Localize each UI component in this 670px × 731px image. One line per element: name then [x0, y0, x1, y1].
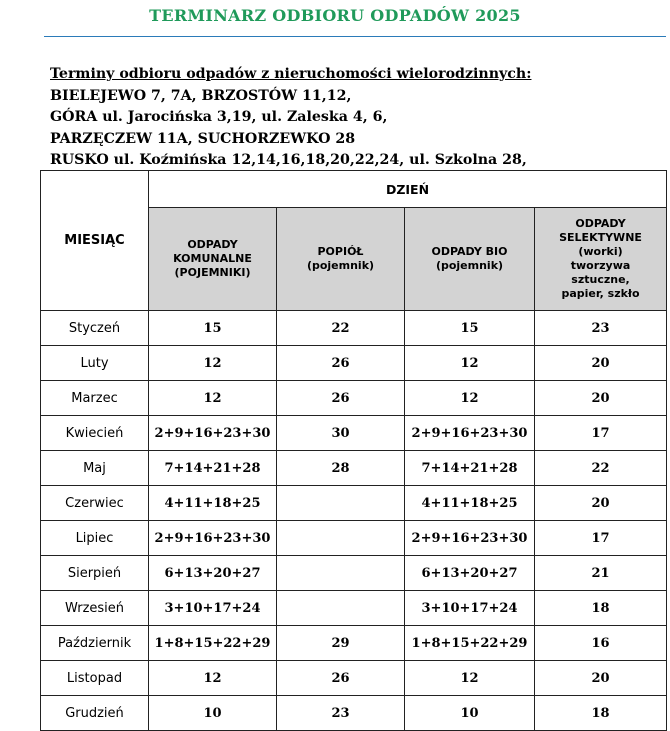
intro-block [50, 64, 665, 172]
column-header-line: tworzywa [570, 259, 631, 272]
selektywne-cell: 23 [535, 311, 667, 346]
popiol-cell: 30 [277, 416, 405, 451]
selektywne-cell: 20 [535, 381, 667, 416]
bio-cell: 10 [405, 696, 535, 731]
komunalne-cell: 10 [149, 696, 277, 731]
intro-line: BIELEJEWO 7, 7A, BRZOSTÓW 11,12, [50, 87, 352, 104]
table-row [41, 696, 667, 731]
komunalne-cell: 3+10+17+24 [149, 591, 277, 626]
month-cell: Listopad [41, 661, 149, 696]
column-header-line: (POJEMNIKI) [174, 266, 251, 279]
selektywne-cell: 22 [535, 451, 667, 486]
schedule-body [41, 311, 667, 731]
bio-cell: 7+14+21+28 [405, 451, 535, 486]
page-title: TERMINARZ ODBIORU ODPADÓW 2025 [149, 6, 521, 25]
table-row [41, 346, 667, 381]
day-group-header: DZIEŃ [149, 171, 667, 208]
komunalne-cell: 1+8+15+22+29 [149, 626, 277, 661]
popiol-cell [277, 521, 405, 556]
popiol-cell [277, 486, 405, 521]
month-cell: Marzec [41, 381, 149, 416]
intro-line: PARZĘCZEW 11A, SUCHORZEWKO 28 [50, 130, 356, 147]
bio-cell: 2+9+16+23+30 [405, 521, 535, 556]
popiol-cell: 26 [277, 661, 405, 696]
month-cell: Październik [41, 626, 149, 661]
table-row [41, 311, 667, 346]
selektywne-cell: 18 [535, 696, 667, 731]
popiol-cell [277, 556, 405, 591]
month-cell: Grudzień [41, 696, 149, 731]
popiol-cell: 26 [277, 381, 405, 416]
selektywne-cell: 17 [535, 521, 667, 556]
bio-cell: 4+11+18+25 [405, 486, 535, 521]
popiol-cell [277, 591, 405, 626]
table-row [41, 626, 667, 661]
komunalne-cell: 12 [149, 381, 277, 416]
month-column-header: MIESIĄC [41, 171, 149, 311]
table-row [41, 661, 667, 696]
bio-cell: 12 [405, 661, 535, 696]
intro-line: RUSKO ul. Koźmińska 12,14,16,18,20,22,24, ul. Szkolna 28, [50, 152, 527, 168]
month-cell: Styczeń [41, 311, 149, 346]
month-cell: Wrzesień [41, 591, 149, 626]
column-header-line: papier, szkło [561, 287, 640, 300]
popiol-cell: 28 [277, 451, 405, 486]
popiol-cell: 23 [277, 696, 405, 731]
column-header-line: POPIÓŁ [317, 245, 364, 258]
column-header-line: (pojemnik) [306, 259, 375, 272]
month-cell: Luty [41, 346, 149, 381]
column-header-line: (worki) [578, 245, 623, 258]
komunalne-cell: 2+9+16+23+30 [149, 521, 277, 556]
komunalne-cell: 15 [149, 311, 277, 346]
month-cell: Lipiec [41, 521, 149, 556]
month-cell: Sierpień [41, 556, 149, 591]
selektywne-cell: 21 [535, 556, 667, 591]
komunalne-cell: 4+11+18+25 [149, 486, 277, 521]
bio-cell: 6+13+20+27 [405, 556, 535, 591]
bio-cell: 12 [405, 346, 535, 381]
selektywne-cell: 17 [535, 416, 667, 451]
table-row [41, 416, 667, 451]
selektywne-cell: 16 [535, 626, 667, 661]
selektywne-cell: 20 [535, 486, 667, 521]
bio-column-header [405, 208, 535, 311]
intro-line: GÓRA ul. Jarocińska 3,19, ul. Zaleska 4, 6, [50, 109, 388, 125]
selektywne-cell: 20 [535, 346, 667, 381]
popiol-cell: 29 [277, 626, 405, 661]
komunalne-cell: 7+14+21+28 [149, 451, 277, 486]
komunalne-column-header [149, 208, 277, 311]
table-row [41, 521, 667, 556]
bio-cell: 3+10+17+24 [405, 591, 535, 626]
intro-heading: Terminy odbioru odpadów z nieruchomości wielorodzinnych: [50, 66, 532, 82]
popiol-cell: 22 [277, 311, 405, 346]
komunalne-cell: 6+13+20+27 [149, 556, 277, 591]
selektywne-cell: 18 [535, 591, 667, 626]
bio-cell: 2+9+16+23+30 [405, 416, 535, 451]
selektywne-column-header [535, 208, 667, 311]
column-header-line: sztuczne, [571, 273, 630, 286]
month-cell: Czerwiec [41, 486, 149, 521]
komunalne-cell: 12 [149, 661, 277, 696]
column-header-line: SELEKTYWNE [559, 231, 642, 244]
komunalne-cell: 2+9+16+23+30 [149, 416, 277, 451]
month-cell: Kwiecień [41, 416, 149, 451]
column-header-line: KOMUNALNE [173, 252, 252, 265]
komunalne-cell: 12 [149, 346, 277, 381]
month-cell: Maj [41, 451, 149, 486]
table-row [41, 556, 667, 591]
popiol-column-header [277, 208, 405, 311]
table-row [41, 451, 667, 486]
schedule-table [40, 170, 667, 731]
column-header-line: ODPADY [575, 217, 626, 230]
column-header-line: ODPADY [187, 238, 238, 251]
table-row [41, 381, 667, 416]
column-header-line: (pojemnik) [435, 259, 504, 272]
selektywne-cell: 20 [535, 661, 667, 696]
bio-cell: 1+8+15+22+29 [405, 626, 535, 661]
bio-cell: 12 [405, 381, 535, 416]
title-divider [44, 36, 666, 37]
table-row [41, 591, 667, 626]
table-row [41, 486, 667, 521]
popiol-cell: 26 [277, 346, 405, 381]
column-header-line: ODPADY BIO [431, 245, 508, 258]
bio-cell: 15 [405, 311, 535, 346]
